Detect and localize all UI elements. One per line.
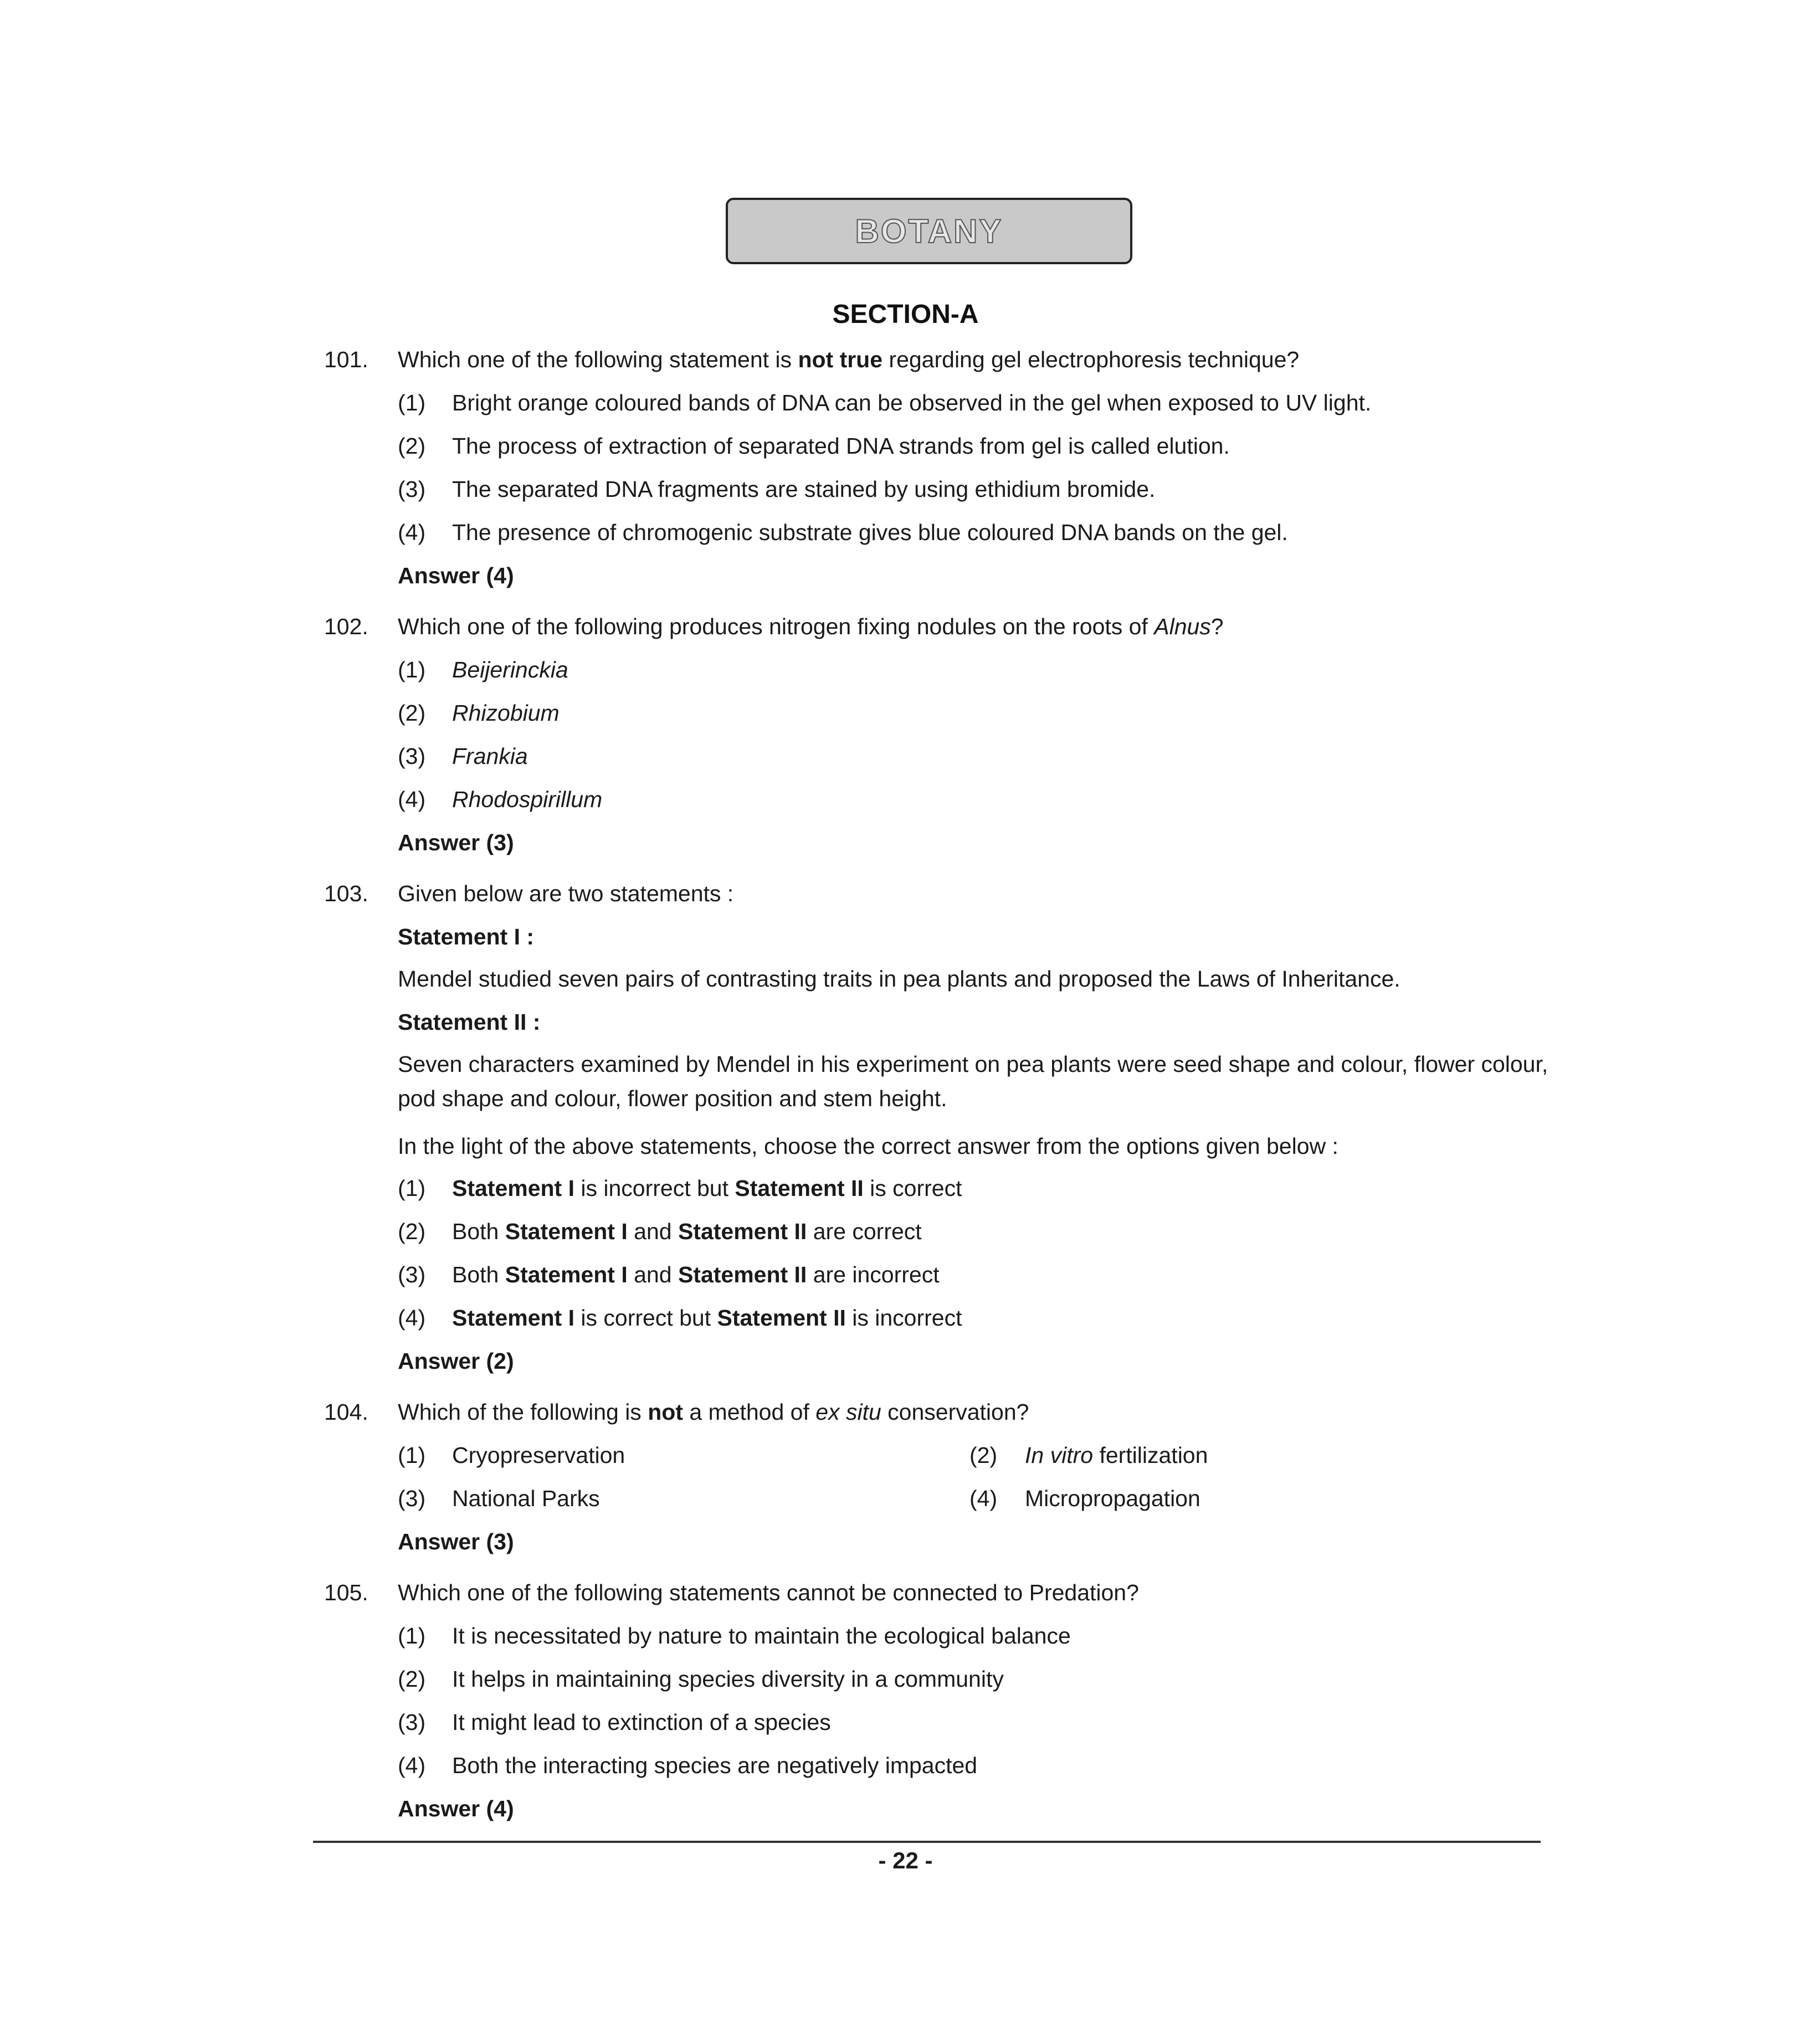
page-number: - 22 - xyxy=(878,1847,933,1873)
option-text: Rhodospirillum xyxy=(452,787,603,812)
option-text: Micropropagation xyxy=(1025,1486,1201,1511)
statement-2-text: Seven characters examined by Mendel in his experiment on pea plants were seed shape and colour, flower colour, pod shape and colour, flower position and stem height. xyxy=(398,1051,1548,1111)
question-stem: Given below are two statements : xyxy=(398,881,734,906)
option-number: (3) xyxy=(398,476,426,502)
answer-label: Answer (3) xyxy=(398,830,514,855)
option-text: Both Statement I and Statement II are incorrect xyxy=(452,1262,940,1287)
question-number: 101. xyxy=(324,347,368,372)
option-number: (4) xyxy=(398,520,426,545)
option-text: The process of extraction of separated DNA strands from gel is called elution. xyxy=(452,433,1230,459)
option-text: It helps in maintaining species diversity in a community xyxy=(452,1666,1004,1692)
option-text: The presence of chromogenic substrate gives blue coloured DNA bands on the gel. xyxy=(452,520,1288,545)
question-number: 104. xyxy=(324,1399,368,1425)
footer-divider xyxy=(313,1841,1541,1843)
option-number: (1) xyxy=(398,1175,426,1201)
option-number: (2) xyxy=(398,700,426,726)
answer-label: Answer (2) xyxy=(398,1348,514,1374)
option-text: Both the interacting species are negatively impacted xyxy=(452,1753,978,1778)
option-text: In vitro fertilization xyxy=(1025,1442,1208,1468)
option-text: Bright orange coloured bands of DNA can be observed in the gel when exposed to UV light. xyxy=(452,390,1372,415)
question-number: 103. xyxy=(324,881,368,906)
option-text: Cryopreservation xyxy=(452,1442,625,1468)
option-number: (2) xyxy=(969,1442,998,1468)
option-number: (3) xyxy=(398,743,426,769)
question-number: 105. xyxy=(324,1580,368,1605)
option-number: (1) xyxy=(398,1442,426,1468)
option-number: (4) xyxy=(398,1753,426,1778)
option-number: (4) xyxy=(969,1486,998,1511)
statement-1-text: Mendel studied seven pairs of contrasting traits in pea plants and proposed the Laws of Inheritance. xyxy=(398,966,1400,992)
option-text: Statement I is correct but Statement II is incorrect xyxy=(452,1305,962,1331)
option-number: (4) xyxy=(398,1305,426,1331)
option-number: (3) xyxy=(398,1486,426,1511)
option-number: (4) xyxy=(398,787,426,812)
answer-label: Answer (4) xyxy=(398,563,514,588)
option-number: (2) xyxy=(398,433,426,459)
option-text: The separated DNA fragments are stained by using ethidium bromide. xyxy=(452,476,1156,502)
statement-2-label: Statement II : xyxy=(398,1009,541,1035)
subject-banner xyxy=(726,198,1132,264)
instruction-text: In the light of the above statements, choose the correct answer from the options given below : xyxy=(398,1133,1338,1159)
answer-label: Answer (3) xyxy=(398,1529,514,1554)
option-text: Rhizobium xyxy=(452,700,560,726)
section-title: SECTION-A xyxy=(832,300,979,329)
option-number: (1) xyxy=(398,390,426,415)
option-number: (1) xyxy=(398,657,426,682)
question-stem: Which one of the following produces nitrogen fixing nodules on the roots of Alnus? xyxy=(398,614,1224,639)
option-text: National Parks xyxy=(452,1486,600,1511)
option-number: (1) xyxy=(398,1623,426,1648)
option-text: Frankia xyxy=(452,743,528,769)
option-text: Beijerinckia xyxy=(452,657,568,682)
question-stem: Which one of the following statements cannot be connected to Predation? xyxy=(398,1580,1139,1605)
question-stem: Which of the following is not a method of ex situ conservation? xyxy=(398,1399,1029,1425)
option-number: (3) xyxy=(398,1709,426,1735)
subject-title: BOTANY xyxy=(855,212,1003,250)
question-number: 102. xyxy=(324,614,368,639)
statement-1-label: Statement I : xyxy=(398,924,535,949)
question-stem: Which one of the following statement is not true regarding gel electrophoresis technique? xyxy=(398,347,1300,372)
option-number: (2) xyxy=(398,1666,426,1692)
option-number: (2) xyxy=(398,1219,426,1244)
option-text: It might lead to extinction of a species xyxy=(452,1709,831,1735)
option-text: It is necessitated by nature to maintain the ecological balance xyxy=(452,1623,1071,1648)
option-number: (3) xyxy=(398,1262,426,1287)
option-text: Statement I is incorrect but Statement II is correct xyxy=(452,1175,962,1201)
option-text: Both Statement I and Statement II are correct xyxy=(452,1219,922,1244)
answer-label: Answer (4) xyxy=(398,1796,514,1821)
